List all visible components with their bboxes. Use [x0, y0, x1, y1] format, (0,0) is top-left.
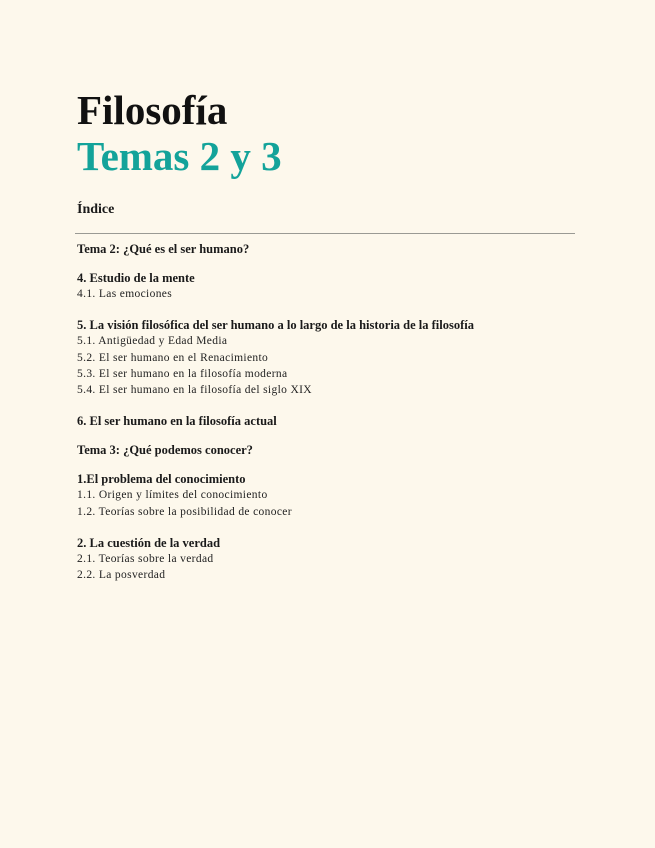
toc-section-4[interactable]: 4. Estudio de la mente — [77, 271, 195, 285]
toc-item-1-2[interactable]: 1.2. Teorías sobre la posibilidad de conocer — [77, 505, 292, 518]
table-of-contents — [77, 241, 577, 584]
toc-item-2-1[interactable]: 2.1. Teorías sobre la verdad — [77, 553, 214, 566]
page-title: Filosofía — [77, 87, 228, 133]
toc-section-6[interactable]: 6. El ser humano en la filosofía actual — [77, 414, 277, 429]
toc-item-5-1[interactable]: 5.1. Antigüedad y Edad Media — [77, 335, 228, 348]
index-heading: Índice — [77, 202, 115, 217]
toc-item-5-2[interactable]: 5.2. El ser humano en el Renacimiento — [77, 351, 269, 364]
toc-tema-3[interactable]: Tema 3: ¿Qué podemos conocer? — [77, 443, 253, 458]
divider — [75, 233, 575, 234]
toc-t3-section-1[interactable]: 1.El problema del conocimiento — [77, 472, 246, 487]
toc-item-2-2[interactable]: 2.2. La posverdad — [77, 569, 166, 582]
toc-tema-2[interactable]: Tema 2: ¿Qué es el ser humano? — [77, 242, 250, 256]
toc-item-4-1[interactable]: 4.1. Las emociones — [77, 288, 173, 300]
toc-section-5[interactable]: 5. La visión filosófica del ser humano a lo largo de la historia de la filosofía — [77, 318, 475, 333]
toc-item-5-4[interactable]: 5.4. El ser humano en la filosofía del siglo XIX — [77, 384, 312, 397]
page-subtitle: Temas 2 y 3 — [77, 133, 282, 179]
toc-t3-section-2[interactable]: 2. La cuestión de la verdad — [77, 536, 221, 551]
toc-item-1-1[interactable]: 1.1. Origen y límites del conocimiento — [77, 489, 268, 502]
toc-item-5-3[interactable]: 5.3. El ser humano en la filosofía moderna — [77, 367, 288, 380]
